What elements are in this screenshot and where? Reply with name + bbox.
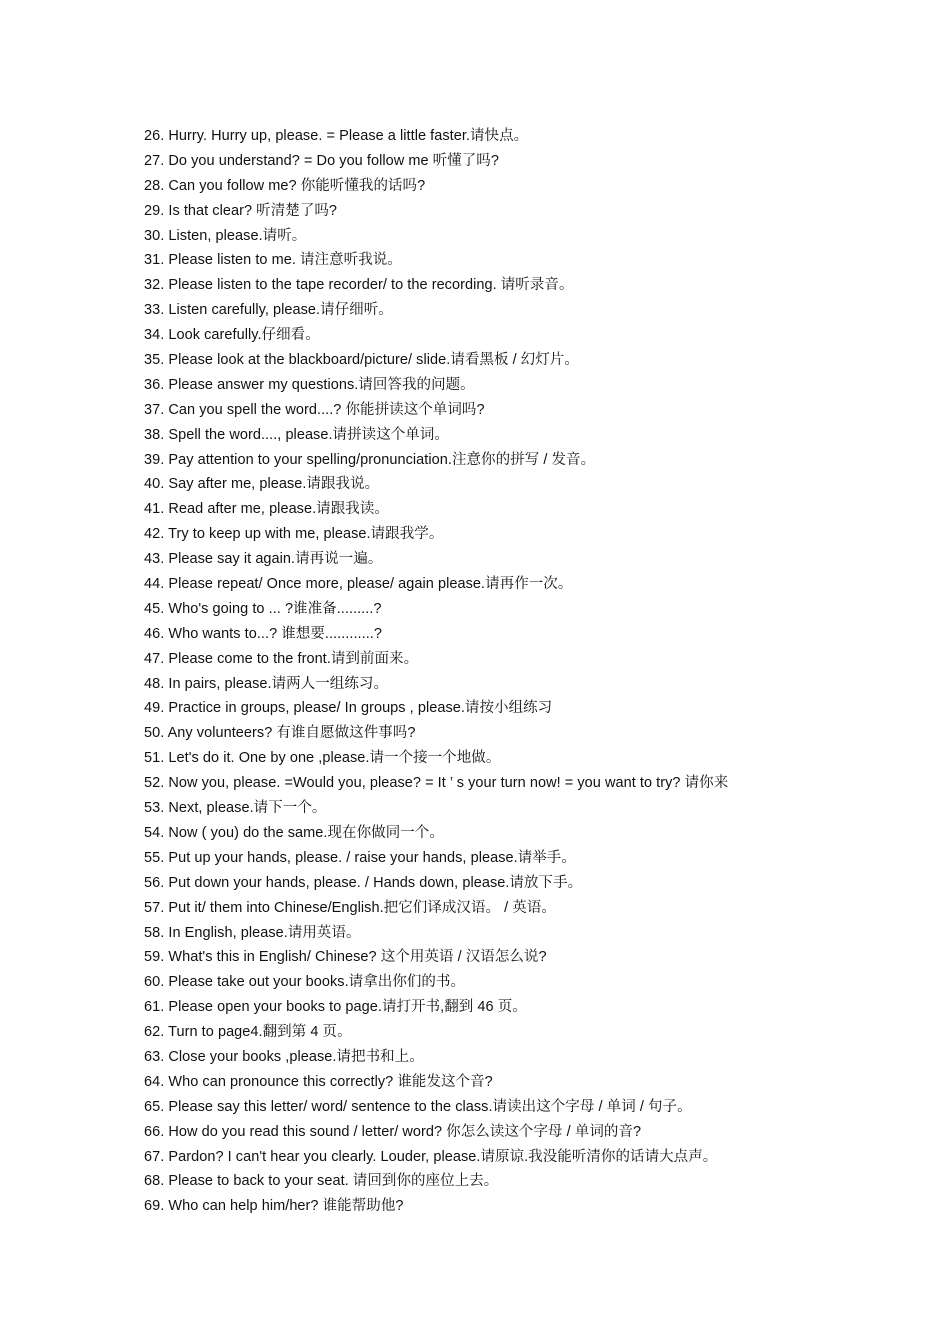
phrase-line-60: 60. Please take out your books.请拿出你们的书。 [144,974,466,991]
phrase-line-42: 42. Try to keep up with me, please.请跟我学。 [144,526,444,543]
phrase-line-68: 68. Please to back to your seat. 请回到你的座位上去。 [144,1173,499,1190]
phrase-line-33: 33. Listen carefully, please.请仔细听。 [144,302,393,319]
phrase-line-66: 66. How do you read this sound / letter/ word? 你怎么读这个字母 / 单词的音? [144,1123,642,1140]
phrase-line-57: 57. Put it/ them into Chinese/English.把它们译成汉语。 / 英语。 [144,899,556,916]
phrase-line-29: 29. Is that clear? 听清楚了吗? [144,202,338,219]
phrase-line-47: 47. Please come to the front.请到前面来。 [144,650,419,667]
phrase-line-44: 44. Please repeat/ Once more, please/ again please.请再作一次。 [144,576,573,593]
phrase-line-69: 69. Who can help him/her? 谁能帮助他? [144,1198,404,1215]
phrase-line-43: 43. Please say it again.请再说一遍。 [144,551,383,568]
phrase-line-64: 64. Who can pronounce this correctly? 谁能发这个音? [144,1073,493,1090]
phrase-line-35: 35. Please look at the blackboard/picture/ slide.请看黑板 / 幻灯片。 [144,352,579,369]
phrase-line-46: 46. Who wants to...? 谁想要............? [144,625,382,642]
phrase-line-59: 59. What's this in English/ Chinese? 这个用英语 / 汉语怎么说? [144,949,547,966]
phrase-line-53: 53. Next, please.请下一个。 [144,800,327,817]
phrase-line-31: 31. Please listen to me. 请注意听我说。 [144,252,402,269]
phrase-line-37: 37. Can you spell the word....? 你能拼读这个单词吗? [144,401,485,418]
phrase-line-63: 63. Close your books ,please.请把书和上。 [144,1048,424,1065]
phrase-line-62: 62. Turn to page4.翻到第 4 页。 [144,1024,352,1041]
phrase-line-28: 28. Can you follow me? 你能听懂我的话吗? [144,177,426,194]
phrase-line-39: 39. Pay attention to your spelling/pronunciation.注意你的拼写 / 发音。 [144,451,596,468]
phrase-line-34: 34. Look carefully.仔细看。 [144,327,320,344]
phrase-line-41: 41. Read after me, please.请跟我读。 [144,501,389,518]
phrase-line-58: 58. In English, please.请用英语。 [144,924,361,941]
phrase-line-32: 32. Please listen to the tape recorder/ to the recording. 请听录音。 [144,277,574,294]
phrase-line-50: 50. Any volunteers? 有谁自愿做这件事吗? [144,725,416,742]
phrase-line-49: 49. Practice in groups, please/ In groups , please.请按小组练习 [144,700,553,717]
phrase-line-54: 54. Now ( you) do the same.现在你做同一个。 [144,824,444,841]
phrase-line-45: 45. Who's going to ... ?谁准备.........? [144,600,382,617]
phrase-line-48: 48. In pairs, please.请两人一组练习。 [144,675,388,692]
phrase-line-27: 27. Do you understand? = Do you follow me 听懂了吗? [144,152,499,169]
phrase-line-30: 30. Listen, please.请听。 [144,227,307,244]
phrase-line-26: 26. Hurry. Hurry up, please. = Please a little faster.请快点。 [144,128,529,144]
phrase-line-52: 52. Now you, please. =Would you, please? = It ’ s your turn now! = you want to try? 请你来 [144,775,729,792]
phrase-line-61: 61. Please open your books to page.请打开书,翻到 46 页。 [144,999,527,1016]
phrase-line-56: 56. Put down your hands, please. / Hands down, please.请放下手。 [144,874,583,891]
phrase-line-65: 65. Please say this letter/ word/ sentence to the class.请读出这个字母 / 单词 / 句子。 [144,1098,692,1115]
phrase-line-51: 51. Let's do it. One by one ,please.请一个接一个地做。 [144,750,501,767]
phrase-line-40: 40. Say after me, please.请跟我说。 [144,476,380,493]
phrase-line-36: 36. Please answer my questions.请回答我的问题。 [144,376,475,393]
classroom-phrase-list [144,124,904,1219]
phrase-line-38: 38. Spell the word...., please.请拼读这个单词。 [144,426,449,443]
phrase-line-55: 55. Put up your hands, please. / raise your hands, please.请举手。 [144,849,576,866]
phrase-line-67: 67. Pardon? I can't hear you clearly. Louder, please.请原谅.我没能听清你的话请大点声。 [144,1148,718,1165]
